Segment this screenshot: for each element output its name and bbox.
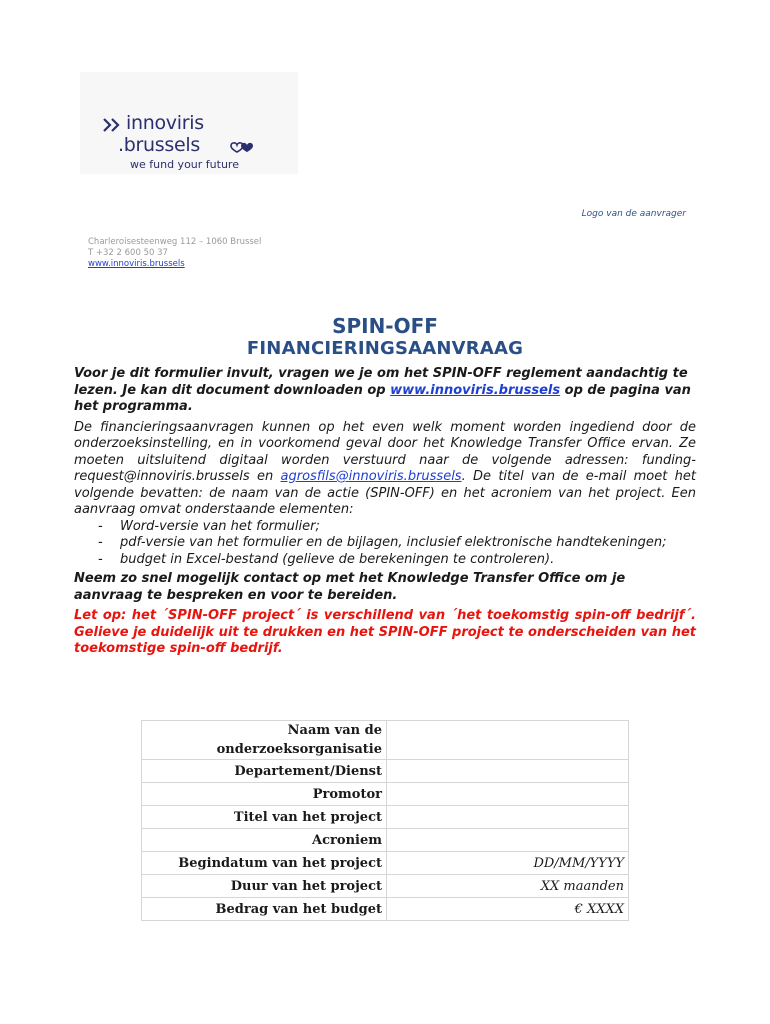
logo-text-brussels: .brussels: [118, 134, 200, 156]
list-item: - Word-versie van het formulier;: [98, 518, 320, 534]
list-item-text: budget in Excel-bestand (gelieve de berekeningen te controleren).: [120, 551, 555, 567]
address-website-link[interactable]: www.innoviris.brussels: [88, 259, 185, 269]
row-value-department[interactable]: [387, 760, 629, 783]
row-label: Naam van de onderzoeksorganisatie: [142, 721, 387, 760]
row-label: Bedrag van het budget: [142, 898, 387, 921]
table-row: [142, 721, 629, 760]
intro-text-end: op de pagina van het programma.: [74, 382, 691, 414]
row-value-acronym[interactable]: [387, 829, 629, 852]
row-value-duration[interactable]: XX maanden: [387, 875, 629, 898]
row-value-organisation[interactable]: [387, 721, 629, 760]
list-item-text: pdf-versie van het formulier en de bijlagen, inclusief elektronische handtekeningen;: [120, 535, 667, 550]
submission-text-end: . De titel van de e-mail moet het volgende bevatten: de naam van de actie (SPIN-OFF) en het acroniem van het project. Een aanvraag omvat onderstaande elementen:: [74, 469, 696, 517]
row-value-start-date[interactable]: DD/MM/YYYY: [387, 852, 629, 875]
applicant-logo-placeholder: Logo van de aanvrager: [581, 209, 686, 219]
innoviris-logo: [80, 72, 298, 174]
table-row: [142, 783, 629, 806]
logo-text-innoviris: innoviris: [126, 112, 204, 134]
warning-note: Let op: het ´SPIN-OFF project´ is verschillend van ´het toekomstig spin-off bedrijf´. Gelieve je duidelijk uit te drukken en het SPIN-OFF project te onderscheiden van het toekomstige spin-off bedrijf.: [74, 608, 696, 656]
intro-paragraph: [74, 366, 696, 416]
list-item-text: Word-versie van het formulier;: [120, 518, 320, 534]
logo-tagline: we fund your future: [130, 158, 239, 171]
table-row: [142, 829, 629, 852]
row-label: Acroniem: [142, 829, 387, 852]
row-label: Departement/Dienst: [142, 760, 387, 783]
table-row: [142, 898, 629, 921]
list-item: - pdf-versie van het formulier en de bijlagen, inclusief elektronische handtekeningen;: [98, 535, 667, 550]
row-label: Promotor: [142, 783, 387, 806]
double-chevron-icon: [102, 117, 124, 133]
document-subtitle: FINANCIERINGSAANVRAAG: [246, 338, 524, 359]
row-label: Begindatum van het project: [142, 852, 387, 875]
row-label: Duur van het project: [142, 875, 387, 898]
intro-text: Voor je dit formulier invult, vragen we je om het SPIN-OFF reglement aandachtig te lezen. Je kan dit document downloaden op: [74, 366, 688, 398]
table-row: [142, 875, 629, 898]
submission-text: De financieringsaanvragen kunnen op het even welk moment worden ingediend door de onderzoeksinstelling, en in voorkomend geval door het Knowledge Transfer Office ervan. Ze moeten uitsluitend digitaal worden verstuurd naar de volgende adressen: funding-request@innoviris.brussels en: [74, 419, 696, 484]
table-row: [142, 760, 629, 783]
address-street: Charleroisesteenweg 112 – 1060 Brussel: [88, 237, 262, 247]
address-phone: T +32 2 600 50 37: [88, 248, 168, 258]
contact-note: Neem zo snel mogelijk contact op met het Knowledge Transfer Office om je aanvraag te bespreken en voor te bereiden.: [74, 571, 626, 603]
row-value-promotor[interactable]: [387, 783, 629, 806]
project-info-table: [141, 720, 629, 921]
required-elements-list: [74, 519, 696, 569]
heart-icon: [228, 140, 256, 154]
row-label: Titel van het project: [142, 806, 387, 829]
address-block: [88, 237, 261, 270]
row-value-title[interactable]: [387, 806, 629, 829]
instructions: [74, 366, 696, 658]
innoviris-website-link[interactable]: www.innoviris.brussels: [390, 382, 561, 398]
list-item: - budget in Excel-bestand (gelieve de berekeningen te controleren).: [98, 551, 555, 567]
table-row: [142, 852, 629, 875]
row-value-budget[interactable]: € XXXX: [387, 898, 629, 921]
email-link[interactable]: agrosfils@innoviris.brussels: [280, 469, 462, 484]
table-row: [142, 806, 629, 829]
submission-paragraph: [74, 420, 696, 519]
document-title: SPIN-OFF: [332, 314, 438, 338]
